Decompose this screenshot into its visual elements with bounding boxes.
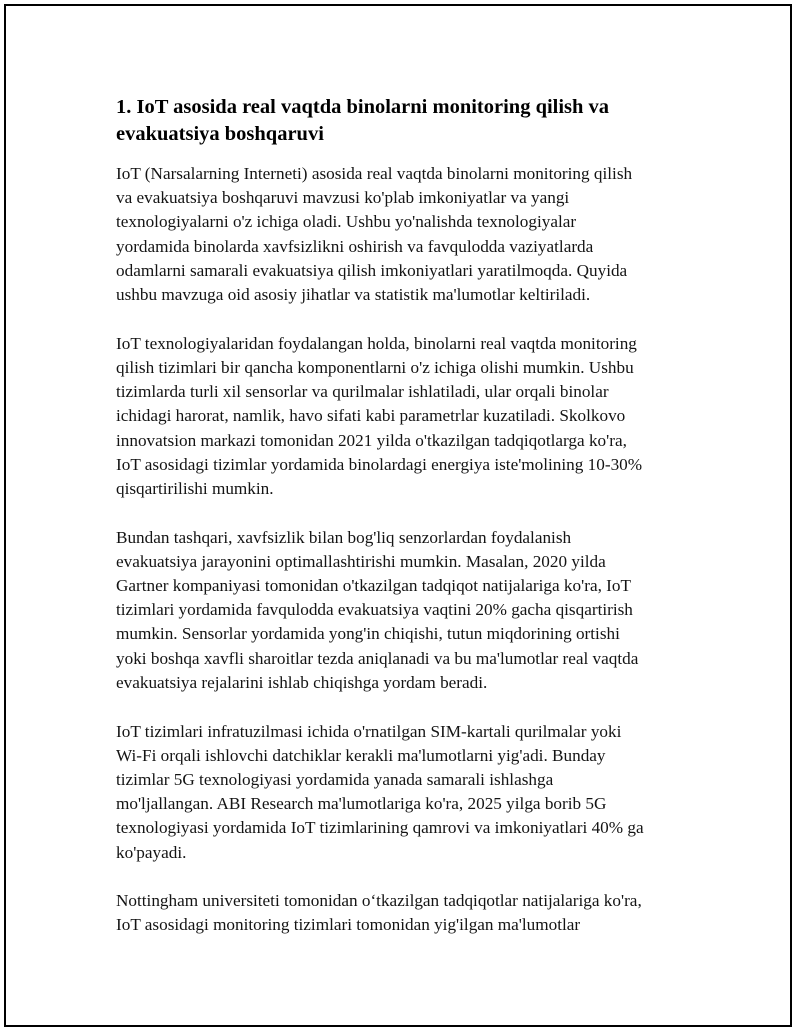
paragraph-infrastructure: IoT tizimlari infratuzilmasi ichida o'rnatilgan SIM-kartali qurilmalar yoki Wi-Fi orqali ishlovchi datchiklar kerakli ma'lumotlarni yig'adi. Bunday tizimlar 5G texnologiyasi yordamida yanada samarali ishlashga mo'ljallangan. ABI Research ma'lumotlariga ko'ra, 2025 yilga borib 5G texnologiyasi yordamida IoT tizimlarining qamrovi va imkoniyatlari 40% ga ko'payadi.	[116, 721, 644, 862]
section-heading: 1. IoT asosida real vaqtda binolarni monitoring qilish va evakuatsiya boshqaruvi	[116, 96, 610, 145]
paragraph-monitoring-systems: IoT texnologiyalaridan foydalangan holda, binolarni real vaqtda monitoring qilish tizimlari bir qancha komponentlarni o'z ichiga olishi mumkin. Ushbu tizimlarda turli xil sensorlar va qurilmalar ishlatiladi, ular orqali binolar ichidagi harorat, namlik, havo sifati kabi parametrlar kuzatiladi. Skolkovo innovatsion markazi tomonidan 2021 yilda o'tkazilgan tadqiqotlarga ko'ra, IoT asosidagi tizimlar yordamida binolardagi energiya iste'molining 10-30% qisqartirilishi mumkin.	[116, 333, 643, 498]
paragraph-intro: IoT (Narsalarning Interneti) asosida real vaqtda binolarni monitoring qilish va evakuatsiya boshqaruvi mavzusi ko'plab imkoniyatlar va yangi texnologiyalarni o'z ichiga oladi. Ushbu yo'nalishda texnologiyalar yordamida binolarda xavfsizlikni oshirish va favqulodda vaziyatlarda odamlarni samarali evakuatsiya qilish imkoniyatlari yaratilmoqda. Quyida ushbu mavzuga oid asosiy jihatlar va statistik ma'lumotlar keltiriladi.	[116, 164, 633, 305]
paragraph-nottingham: Nottingham universiteti tomonidan o‘tkazilgan tadqiqotlar natijalariga ko'ra, IoT asosidagi monitoring tizimlari tomonidan yig'ilgan ma'lumotlar	[116, 891, 642, 935]
document-body	[116, 94, 686, 962]
paragraph-evacuation: Bundan tashqari, xavfsizlik bilan bog'liq senzorlardan foydalanish evakuatsiya jarayonini optimallashtirishi mumkin. Masalan, 2020 yilda Gartner kompaniyasi tomonidan o'tkazilgan tadqiqot natijalariga ko'ra, IoT tizimlari yordamida favqulodda evakuatsiya vaqtini 20% gacha qisqartirish mumkin. Sensorlar yordamida yong'in chiqishi, tutun miqdorining ortishi yoki boshqa xavfli sharoitlar tezda aniqlanadi va bu ma'lumotlar real vaqtda evakuatsiya rejalarini ishlab chiqishga yordam beradi.	[116, 527, 639, 692]
